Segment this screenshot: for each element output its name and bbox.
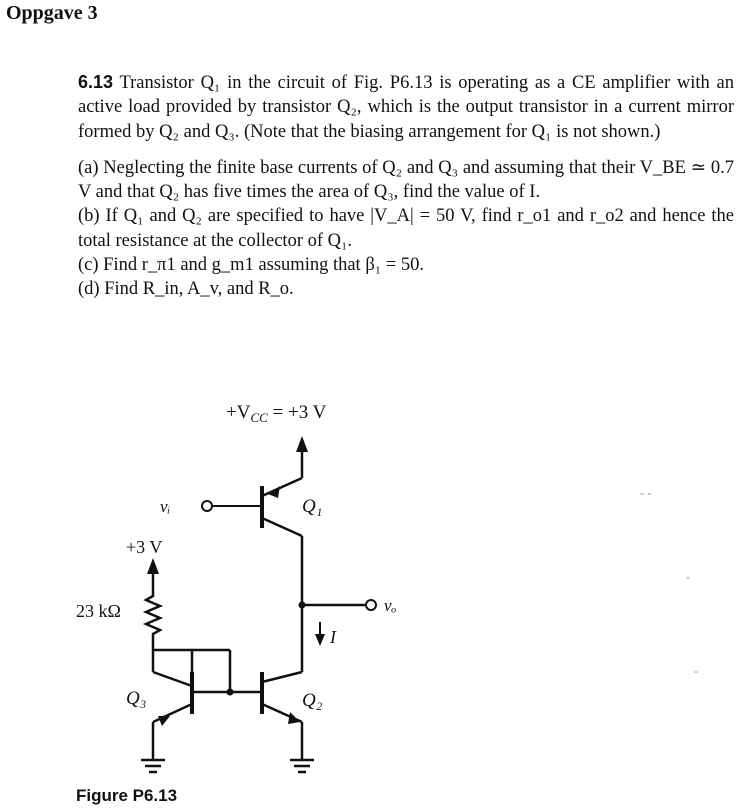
q3-label: Q₃ <box>126 688 147 709</box>
part-b: (b) If Q₁ and Q₂ are specified to have |V_A| = 50 V, find r_o1 and r_o2 and hence the total resistance at the collector of Q₁. <box>78 206 734 251</box>
resistor-label: 23 kΩ <box>76 601 121 621</box>
collector-wire <box>302 536 366 672</box>
supply-arrow <box>296 436 308 478</box>
ground-q3 <box>141 760 165 772</box>
figure-caption: Figure P6.13 <box>76 786 178 805</box>
problem-intro: Transistor Q₁ in the circuit of Fig. P6.13 is operating as a CE amplifier with an active load provided by transistor Q₂, which is the output transistor in a current mirror formed by Q₂ and Q₃. (Note that the biasing arrangement for Q₁ is not shown.) <box>78 73 734 142</box>
output-label: vₒ <box>384 596 397 615</box>
bias-supply-label: +3 V <box>126 537 163 557</box>
bias-supply-arrow <box>147 558 159 592</box>
page-heading: Oppgave 3 <box>6 2 98 24</box>
stray-mark: - <box>694 664 698 678</box>
transistor-q1 <box>262 478 302 536</box>
q3-wiring <box>153 650 262 692</box>
part-c: (c) Find r_π1 and g_m1 assuming that β₁ = 50. <box>78 255 424 276</box>
part-d: (d) Find R_in, A_v, and R_o. <box>78 279 294 300</box>
current-label: I <box>330 627 336 647</box>
input-label: vᵢ <box>160 497 171 516</box>
circuit-diagram <box>0 390 753 786</box>
stray-mark: - <box>686 570 690 584</box>
resistor <box>146 592 160 650</box>
output-terminal <box>366 600 376 610</box>
problem-text <box>78 70 734 302</box>
transistor-q2 <box>262 672 302 760</box>
q2-label: Q₂ <box>302 690 323 711</box>
supply-label: $+V_{CC} = +3$ V <box>226 402 327 425</box>
problem-number: 6.13 <box>78 72 114 92</box>
current-arrow <box>315 622 325 646</box>
part-a: (a) Neglecting the finite base currents of Q₂ and Q₃ and assuming that their V_BE ≃ 0.7 V and that Q₂ has five times the area of Q₃, find the value of I. <box>78 157 734 203</box>
stray-mark: - - <box>640 486 652 500</box>
output-node <box>299 602 306 609</box>
q1-label: Q₁ <box>302 496 323 517</box>
ground-q2 <box>290 760 314 772</box>
input-terminal <box>202 501 262 511</box>
base-node <box>227 689 234 696</box>
problem-parts <box>78 156 734 302</box>
